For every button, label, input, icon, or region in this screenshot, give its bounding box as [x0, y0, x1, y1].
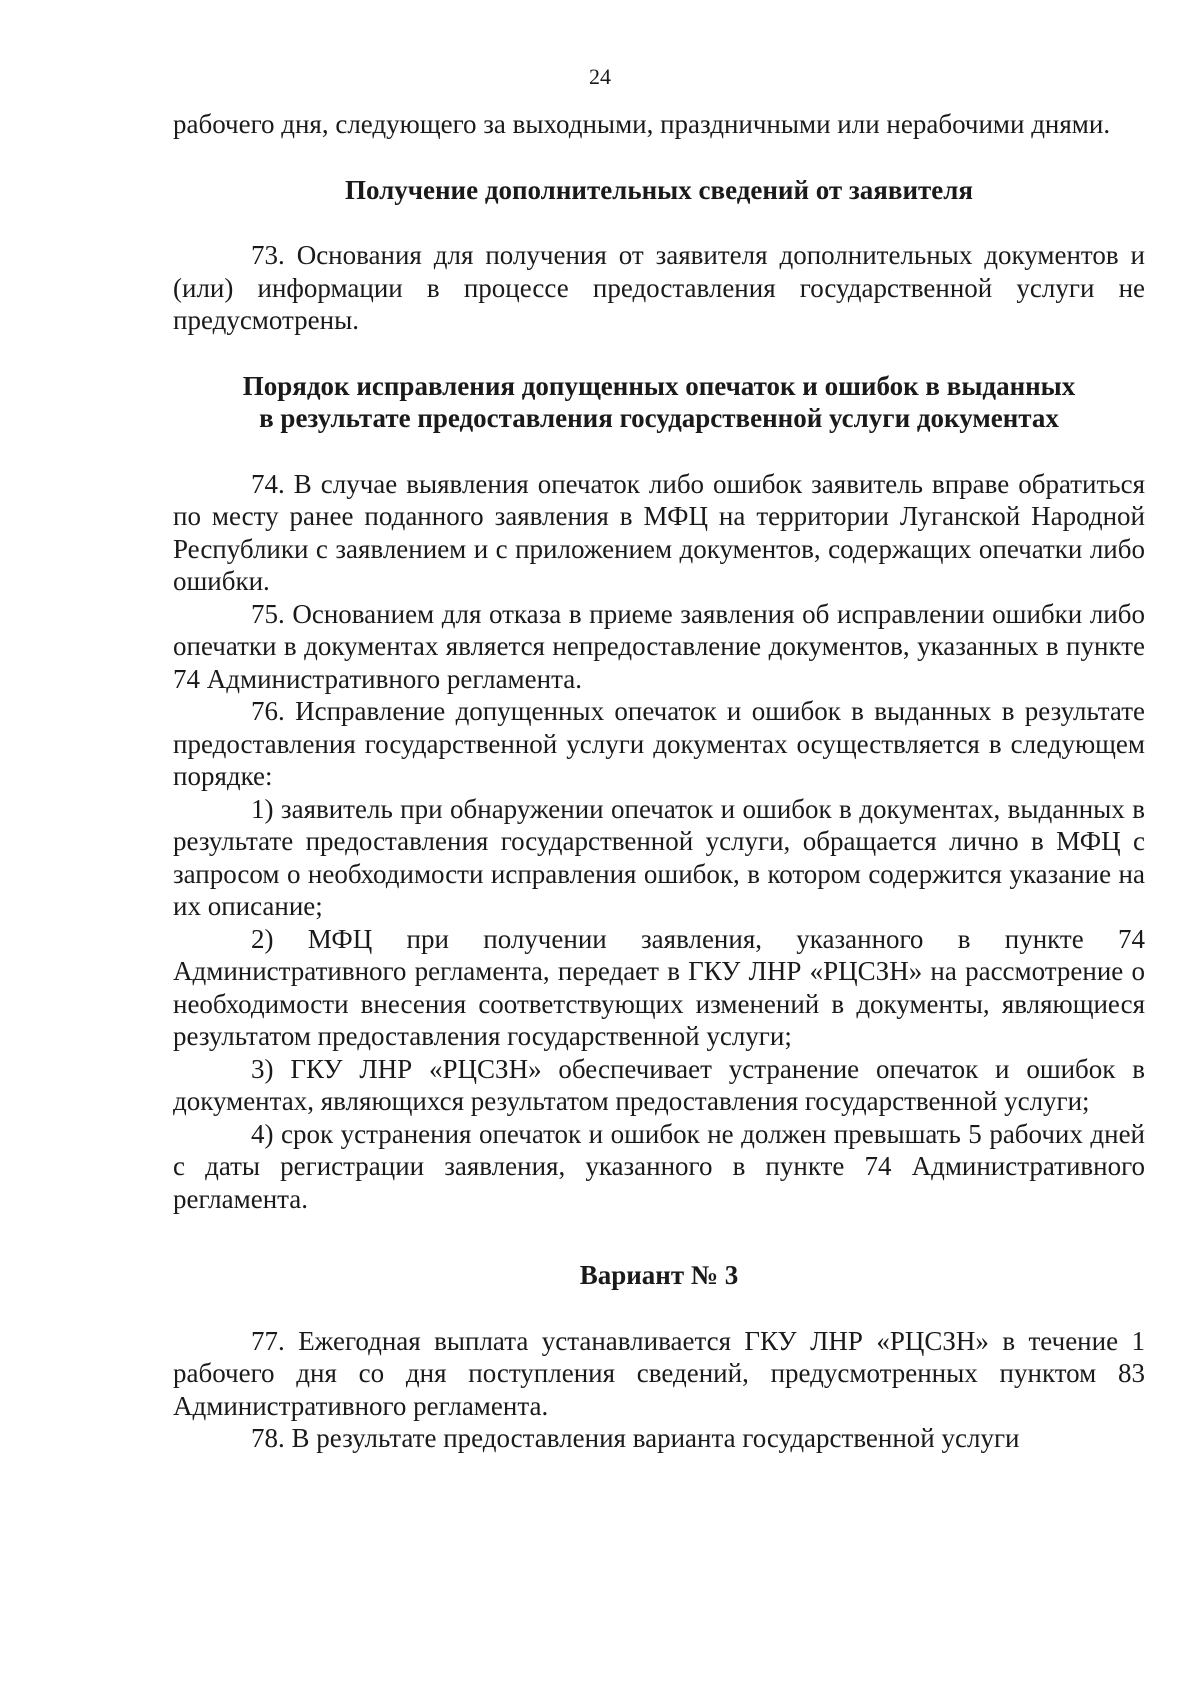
section-heading-variant-3: Вариант № 3: [579, 1260, 739, 1290]
document-body: [173, 108, 1145, 1455]
list-item-4: 4) срок устранения опечаток и ошибок не должен превышать 5 рабочих дней с даты регистрации заявления, указанного в пункте 74 Административного регламента.: [173, 1118, 1145, 1214]
paragraph-76: 76. Исправление допущенных опечаток и ошибок в выданных в результате предоставления государственной услуги документах осуществляется в следующем порядке:: [173, 696, 1145, 791]
paragraph-73: 73. Основания для получения от заявителя дополнительных документов и (или) информации в процессе предоставления государственной услуги не предусмотрены.: [173, 240, 1145, 335]
list-item-3: 3) ГКУ ЛНР «РЦСЗН» обеспечивает устранение опечаток и ошибок в документах, являющихся результатом предоставления государственной услуги;: [173, 1053, 1145, 1116]
list-item-1: 1) заявитель при обнаружении опечаток и ошибок в документах, выданных в результате предоставления государственной услуги, обращается лично в МФЦ с запросом о необходимости исправления ошибок, в котором содержится указание на их описание;: [173, 793, 1145, 921]
paragraph-78: 78. В результате предоставления варианта государственной услуги: [251, 1423, 1020, 1453]
section-heading-error-correction-line1: Порядок исправления допущенных опечаток и ошибок в выданных: [242, 370, 1076, 401]
page-number: 24: [589, 64, 611, 89]
paragraph-75: 75. Основанием для отказа в приеме заявления об исправлении ошибки либо опечатки в документах является непредоставление документов, указанных в пункте 74 Административного регламента.: [173, 598, 1145, 694]
paragraph-74: 74. В случае выявления опечаток либо ошибок заявитель вправе обратиться по месту ранее поданного заявления в МФЦ на территории Луганской Народной Республики с заявлением и с приложением документов, содержащих опечатки либо ошибки.: [173, 468, 1145, 596]
section-heading-additional-info: Получение дополнительных сведений от заявителя: [344, 174, 974, 205]
section-heading-error-correction-line2: в результате предоставления государственной услуги документах: [259, 403, 1059, 433]
list-item-2: 2) МФЦ при получении заявления, указанного в пункте 74 Административного регламента, передает в ГКУ ЛНР «РЦСЗН» на рассмотрение о необходимости внесения соответствующих изменений в документы, являющиеся результатом предоставления государственной услуги;: [173, 923, 1145, 1051]
paragraph-continuation: рабочего дня, следующего за выходными, праздничными или нерабочими днями.: [173, 109, 1111, 139]
paragraph-77: 77. Ежегодная выплата устанавливается ГКУ ЛНР «РЦСЗН» в течение 1 рабочего дня со дня поступления сведений, предусмотренных пунктом 83 Административного регламента.: [173, 1325, 1145, 1421]
section-heading-error-correction: [173, 370, 1145, 435]
